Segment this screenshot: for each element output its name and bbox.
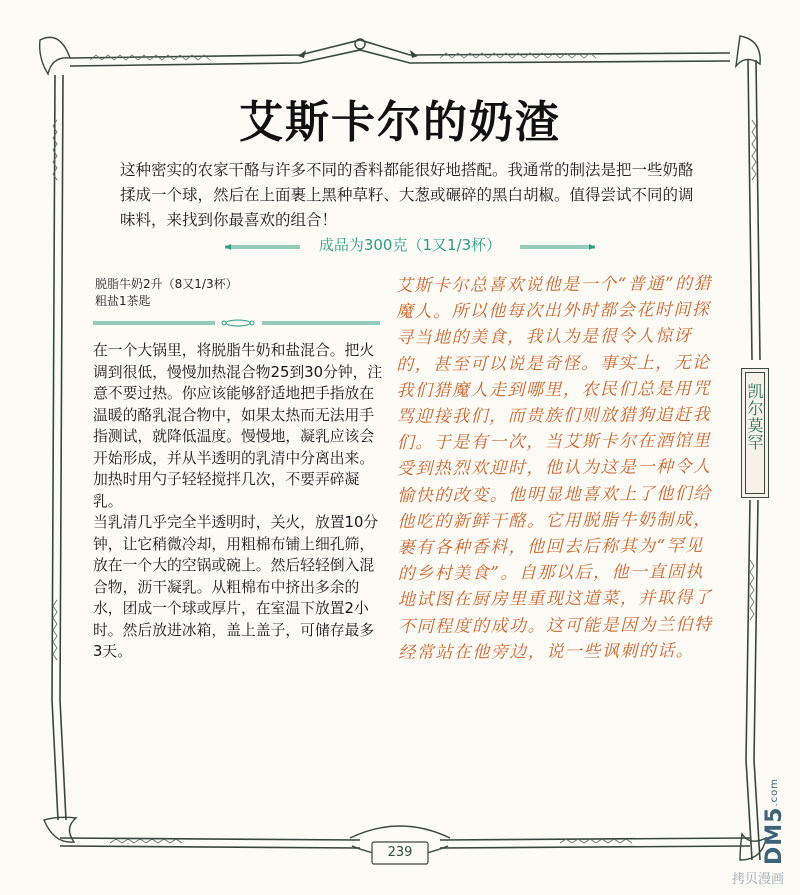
- ingredient-list: [95, 276, 345, 310]
- page-number: 239: [387, 845, 413, 860]
- instruction-steps: [93, 340, 383, 663]
- recipe-title: 艾斯卡尔的奶渣: [239, 97, 561, 148]
- instruction-step: 在一个大锅里，将脱脂牛奶和盐混合。把火调到很低，慢慢加热混合物25到30分钟，注意不要过热。你应该能够舒适地把手指放在温暖的酪乳混合物中，如果太热而无法用手指测试，就降低温度。慢慢地，凝乳应该会开始形成，并从半透明的乳清中分离出来。加热时用勺子轻轻搅拌几次，不要弄碎凝乳。: [93, 342, 383, 510]
- watermark-logo-text: DM5: [762, 806, 787, 865]
- ingredient-item: 粗盐1茶匙: [95, 294, 151, 308]
- recipe-intro: 这种密实的农家干酪与许多不同的香料都能很好地搭配。我通常的制法是把一些奶酪揉成一个球，然后在上面裹上黑种草籽、大葱或碾碎的黑白胡椒。值得尝试不同的调味料，来找到你最喜欢的组合！: [120, 161, 694, 229]
- watermark-logo: [762, 770, 792, 865]
- recipe-yield: 成品为300克（1又1/3杯）: [318, 236, 502, 254]
- side-tab-label: 凯尔莫罕: [745, 383, 764, 451]
- chapter-side-tab: [741, 368, 769, 498]
- side-tab-border: [745, 372, 765, 494]
- yield-row: [225, 234, 595, 256]
- handwritten-note: 艾斯卡尔总喜欢说他是一个“普通”的猎魔人。所以他每次出外时都会花时间探寻当地的美食，我认为是很令人惊讶的，甚至可以说是奇怪。事实上，无论我们猎魔人走到哪里，农民们总是用咒骂迎接我们，而贵族们则放猎狗追赶我们。于是有一次，当艾斯卡尔在酒馆里受到热烈欢迎时，他认为这是一种令人愉快的改变。他明显地喜欢上了他们给他吃的新鲜干酪。它用脱脂牛奶制成，裹有各种香料，他回去后称其为“罕见的乡村美食”。自那以后，他一直固执地试图在厨房里重现这道菜，并取得了不同程度的成功。这可能是因为兰伯特经常站在他旁边，说一些讽刺的话。: [395, 273, 713, 663]
- instruction-step: 当乳清几乎完全半透明时，关火，放置10分钟，让它稍微冷却，用粗棉布铺上细孔筛，放在一个大的空锅或碗上。然后轻轻倒入混合物，沥干凝乳。从粗棉布中挤出多余的水，团成一个球或厚片，在室温下放置2小时。然后放进冰箱，盖上盖子，可储存最多3天。: [93, 514, 379, 660]
- watermark-text: 拷贝漫画: [732, 872, 785, 887]
- ingredient-item: 脱脂牛奶2升（8又1/3杯）: [95, 277, 238, 291]
- watermark-logo-domain: .com: [769, 777, 780, 807]
